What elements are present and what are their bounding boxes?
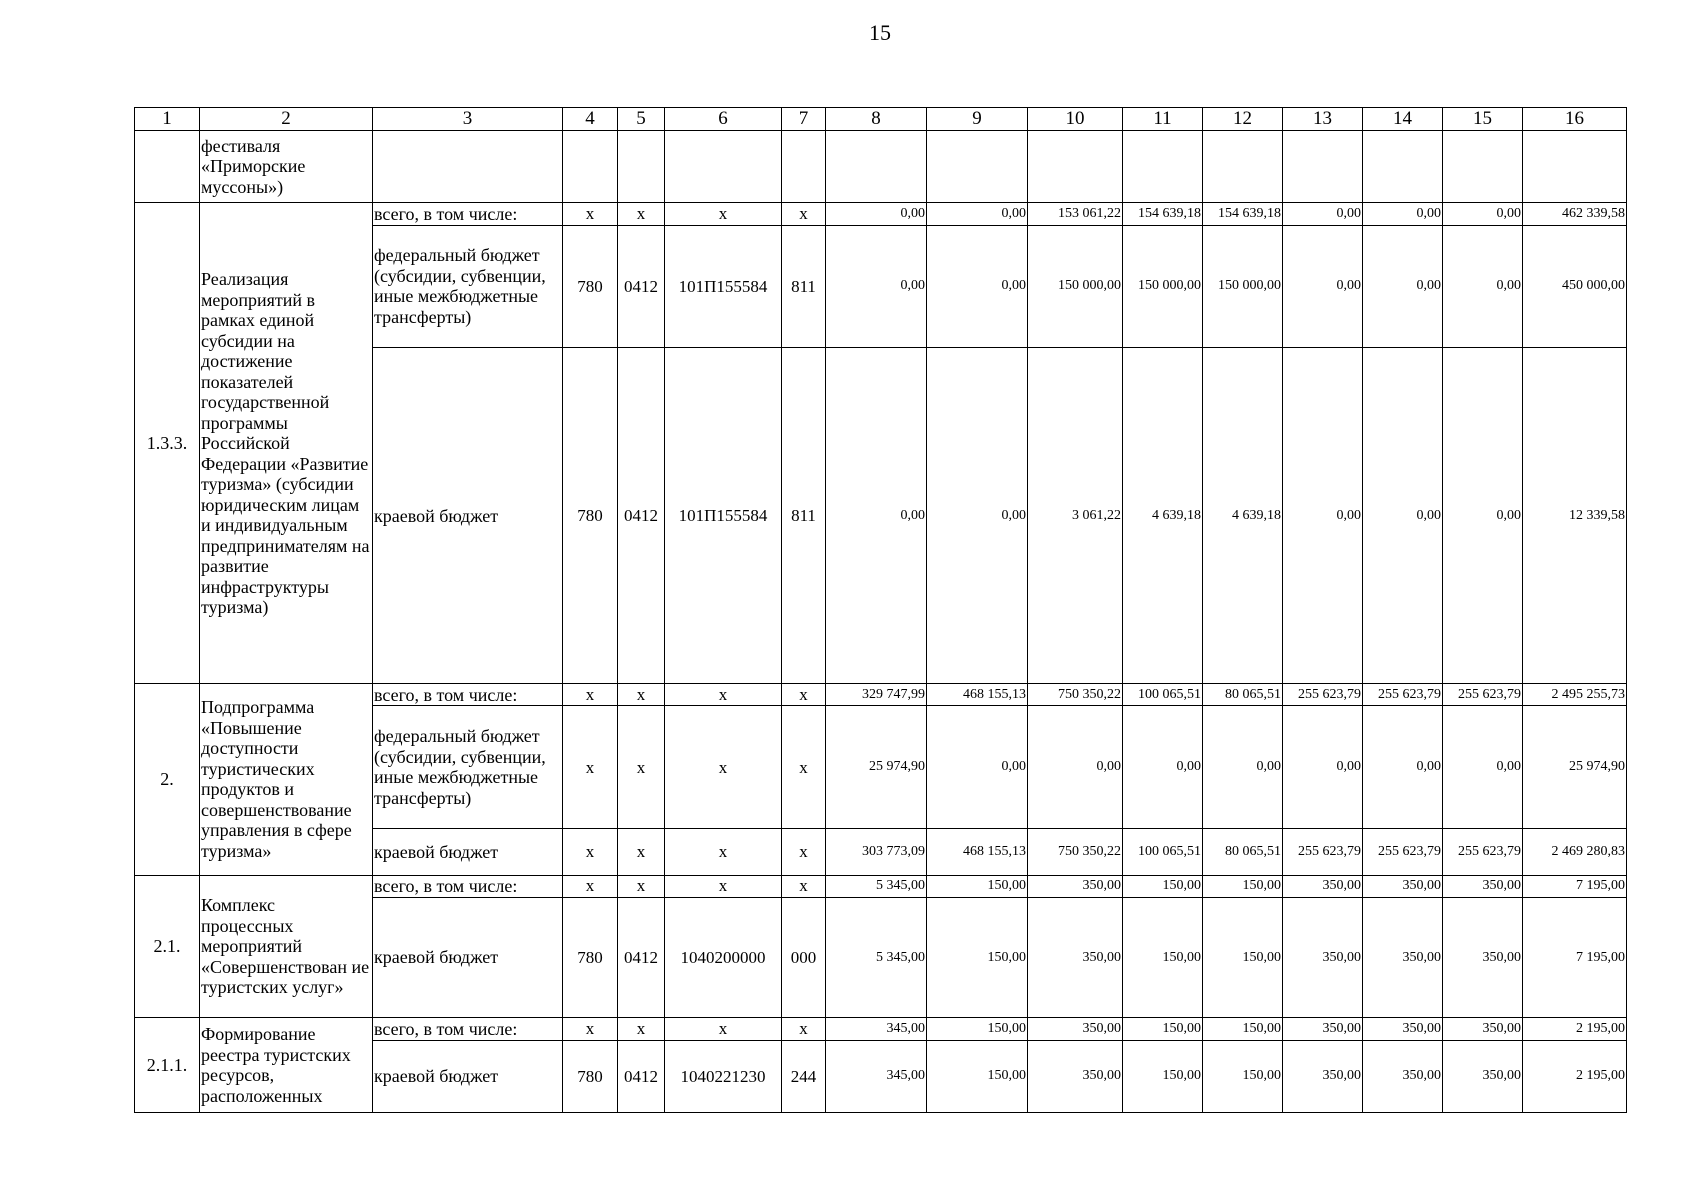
empty-cell <box>1443 131 1523 203</box>
code-cell: x <box>618 875 665 897</box>
amount-cell: 80 065,51 <box>1203 684 1283 706</box>
amount-cell: 4 639,18 <box>1203 348 1283 684</box>
table-row <box>135 1018 1627 1040</box>
header-cell: 16 <box>1523 108 1627 131</box>
amount-cell: 350,00 <box>1443 1040 1523 1113</box>
row-number: 2.1.1. <box>135 1018 200 1113</box>
activity-name: Комплекс процессных мероприятий «Совершенствован ие туристских услуг» <box>200 875 373 1018</box>
header-cell: 6 <box>665 108 782 131</box>
amount-cell: 329 747,99 <box>826 684 927 706</box>
amount-cell: 0,00 <box>826 203 927 225</box>
amount-cell: 0,00 <box>1283 348 1363 684</box>
amount-cell: 0,00 <box>927 225 1028 348</box>
amount-cell: 0,00 <box>826 348 927 684</box>
empty-cell <box>1363 131 1443 203</box>
header-cell: 4 <box>563 108 618 131</box>
empty-cell <box>1203 131 1283 203</box>
amount-cell: 0,00 <box>1443 706 1523 829</box>
amount-cell: 150,00 <box>1123 1040 1203 1113</box>
code-cell: x <box>665 875 782 897</box>
funding-source: краевой бюджет <box>373 897 563 1018</box>
amount-cell: 0,00 <box>1283 203 1363 225</box>
amount-cell: 350,00 <box>1283 875 1363 897</box>
empty-cell <box>826 131 927 203</box>
amount-cell: 4 639,18 <box>1123 348 1203 684</box>
amount-cell: 7 195,00 <box>1523 897 1627 1018</box>
funding-source: всего, в том числе: <box>373 203 563 225</box>
amount-cell: 350,00 <box>1363 875 1443 897</box>
amount-cell: 150 000,00 <box>1028 225 1123 348</box>
amount-cell: 0,00 <box>1203 706 1283 829</box>
empty-cell <box>1283 131 1363 203</box>
amount-cell: 0,00 <box>1283 225 1363 348</box>
code-cell: 0412 <box>618 348 665 684</box>
header-cell: 8 <box>826 108 927 131</box>
amount-cell: 350,00 <box>1028 875 1123 897</box>
amount-cell: 255 623,79 <box>1283 829 1363 875</box>
code-cell: 0412 <box>618 1040 665 1113</box>
row-number: 2.1. <box>135 875 200 1018</box>
activity-name: Формирование реестра туристских ресурсов, расположенных <box>200 1018 373 1113</box>
amount-cell: 0,00 <box>1123 706 1203 829</box>
funding-source: всего, в том числе: <box>373 684 563 706</box>
amount-cell: 345,00 <box>826 1018 927 1040</box>
code-cell: 780 <box>563 1040 618 1113</box>
amount-cell: 255 623,79 <box>1363 684 1443 706</box>
code-cell: x <box>782 684 826 706</box>
header-cell: 11 <box>1123 108 1203 131</box>
header-cell: 1 <box>135 108 200 131</box>
row-number-cell <box>135 131 200 203</box>
amount-cell: 350,00 <box>1363 897 1443 1018</box>
amount-cell: 255 623,79 <box>1283 684 1363 706</box>
row-number: 2. <box>135 684 200 875</box>
amount-cell: 0,00 <box>1363 348 1443 684</box>
amount-cell: 154 639,18 <box>1123 203 1203 225</box>
empty-cell <box>1523 131 1627 203</box>
header-row <box>135 108 1627 131</box>
amount-cell: 750 350,22 <box>1028 829 1123 875</box>
amount-cell: 150,00 <box>1123 1018 1203 1040</box>
amount-cell: 100 065,51 <box>1123 684 1203 706</box>
amount-cell: 0,00 <box>826 225 927 348</box>
header-cell: 5 <box>618 108 665 131</box>
amount-cell: 154 639,18 <box>1203 203 1283 225</box>
amount-cell: 0,00 <box>1028 706 1123 829</box>
empty-cell <box>1028 131 1123 203</box>
amount-cell: 0,00 <box>927 348 1028 684</box>
table-row <box>135 684 1627 706</box>
code-cell: x <box>665 684 782 706</box>
code-cell: x <box>782 1018 826 1040</box>
amount-cell: 350,00 <box>1443 875 1523 897</box>
empty-cell <box>563 131 618 203</box>
code-cell: x <box>665 1018 782 1040</box>
code-cell: 780 <box>563 348 618 684</box>
amount-cell: 0,00 <box>1363 225 1443 348</box>
amount-cell: 255 623,79 <box>1363 829 1443 875</box>
amount-cell: 5 345,00 <box>826 897 927 1018</box>
code-cell: x <box>618 1018 665 1040</box>
continuation-row <box>135 131 1627 203</box>
table-row <box>135 203 1627 225</box>
code-cell: 1040221230 <box>665 1040 782 1113</box>
row-number: 1.3.3. <box>135 203 200 684</box>
amount-cell: 5 345,00 <box>826 875 927 897</box>
code-cell: 101П155584 <box>665 348 782 684</box>
code-cell: 811 <box>782 225 826 348</box>
empty-cell <box>373 131 563 203</box>
funding-source: федеральный бюджет (субсидии, субвенции, иные межбюджетные трансферты) <box>373 706 563 829</box>
table-row <box>135 875 1627 897</box>
amount-cell: 468 155,13 <box>927 684 1028 706</box>
empty-cell <box>927 131 1028 203</box>
page-number: 15 <box>869 20 891 45</box>
amount-cell: 153 061,22 <box>1028 203 1123 225</box>
code-cell: x <box>563 684 618 706</box>
amount-cell: 150,00 <box>1123 897 1203 1018</box>
amount-cell: 150,00 <box>927 1040 1028 1113</box>
amount-cell: 0,00 <box>1363 203 1443 225</box>
amount-cell: 0,00 <box>1283 706 1363 829</box>
code-cell: x <box>563 829 618 875</box>
amount-cell: 150 000,00 <box>1203 225 1283 348</box>
amount-cell: 350,00 <box>1028 1040 1123 1113</box>
code-cell: x <box>563 203 618 225</box>
header-cell: 12 <box>1203 108 1283 131</box>
code-cell: 101П155584 <box>665 225 782 348</box>
amount-cell: 80 065,51 <box>1203 829 1283 875</box>
activity-name: фестиваля «Приморские муссоны») <box>200 131 373 203</box>
amount-cell: 2 195,00 <box>1523 1018 1627 1040</box>
amount-cell: 350,00 <box>1443 1018 1523 1040</box>
amount-cell: 7 195,00 <box>1523 875 1627 897</box>
code-cell: x <box>665 706 782 829</box>
code-cell: 244 <box>782 1040 826 1113</box>
header-cell: 14 <box>1363 108 1443 131</box>
empty-cell <box>782 131 826 203</box>
amount-cell: 150,00 <box>927 875 1028 897</box>
funding-source: всего, в том числе: <box>373 875 563 897</box>
code-cell: x <box>782 203 826 225</box>
header-cell: 15 <box>1443 108 1523 131</box>
code-cell: 0412 <box>618 897 665 1018</box>
header-cell: 9 <box>927 108 1028 131</box>
amount-cell: 150,00 <box>1123 875 1203 897</box>
code-cell: 000 <box>782 897 826 1018</box>
amount-cell: 750 350,22 <box>1028 684 1123 706</box>
amount-cell: 2 469 280,83 <box>1523 829 1627 875</box>
empty-cell <box>665 131 782 203</box>
amount-cell: 350,00 <box>1283 1040 1363 1113</box>
code-cell: x <box>563 706 618 829</box>
amount-cell: 350,00 <box>1363 1040 1443 1113</box>
amount-cell: 25 974,90 <box>1523 706 1627 829</box>
code-cell: x <box>618 684 665 706</box>
header-cell: 3 <box>373 108 563 131</box>
header-cell: 2 <box>200 108 373 131</box>
amount-cell: 303 773,09 <box>826 829 927 875</box>
code-cell: x <box>782 875 826 897</box>
code-cell: x <box>618 706 665 829</box>
amount-cell: 12 339,58 <box>1523 348 1627 684</box>
code-cell: x <box>618 203 665 225</box>
amount-cell: 150,00 <box>1203 1040 1283 1113</box>
code-cell: x <box>563 1018 618 1040</box>
funding-source: краевой бюджет <box>373 1040 563 1113</box>
amount-cell: 150,00 <box>1203 1018 1283 1040</box>
amount-cell: 462 339,58 <box>1523 203 1627 225</box>
amount-cell: 0,00 <box>927 203 1028 225</box>
amount-cell: 450 000,00 <box>1523 225 1627 348</box>
amount-cell: 150,00 <box>1203 897 1283 1018</box>
code-cell: 0412 <box>618 225 665 348</box>
code-cell: 811 <box>782 348 826 684</box>
amount-cell: 345,00 <box>826 1040 927 1113</box>
empty-cell <box>1123 131 1203 203</box>
code-cell: x <box>782 829 826 875</box>
amount-cell: 100 065,51 <box>1123 829 1203 875</box>
amount-cell: 468 155,13 <box>927 829 1028 875</box>
funding-source: краевой бюджет <box>373 829 563 875</box>
funding-source: всего, в том числе: <box>373 1018 563 1040</box>
amount-cell: 350,00 <box>1363 1018 1443 1040</box>
code-cell: 1040200000 <box>665 897 782 1018</box>
code-cell: x <box>563 875 618 897</box>
header-cell: 7 <box>782 108 826 131</box>
amount-cell: 150,00 <box>927 897 1028 1018</box>
amount-cell: 255 623,79 <box>1443 829 1523 875</box>
funding-source: краевой бюджет <box>373 348 563 684</box>
code-cell: x <box>665 203 782 225</box>
activity-name: Подпрограмма «Повышение доступности туристических продуктов и совершенствование управления в сфере туризма» <box>200 684 373 875</box>
amount-cell: 2 495 255,73 <box>1523 684 1627 706</box>
budget-table <box>134 107 1627 1113</box>
header-cell: 10 <box>1028 108 1123 131</box>
amount-cell: 150,00 <box>927 1018 1028 1040</box>
amount-cell: 150 000,00 <box>1123 225 1203 348</box>
code-cell: x <box>665 829 782 875</box>
amount-cell: 0,00 <box>1443 225 1523 348</box>
amount-cell: 2 195,00 <box>1523 1040 1627 1113</box>
amount-cell: 150,00 <box>1203 875 1283 897</box>
code-cell: 780 <box>563 897 618 1018</box>
amount-cell: 0,00 <box>927 706 1028 829</box>
amount-cell: 350,00 <box>1443 897 1523 1018</box>
code-cell: x <box>782 706 826 829</box>
amount-cell: 25 974,90 <box>826 706 927 829</box>
amount-cell: 0,00 <box>1363 706 1443 829</box>
amount-cell: 0,00 <box>1443 348 1523 684</box>
code-cell: x <box>618 829 665 875</box>
amount-cell: 3 061,22 <box>1028 348 1123 684</box>
funding-source: федеральный бюджет (субсидии, субвенции, иные межбюджетные трансферты) <box>373 225 563 348</box>
empty-cell <box>618 131 665 203</box>
amount-cell: 350,00 <box>1028 897 1123 1018</box>
amount-cell: 255 623,79 <box>1443 684 1523 706</box>
code-cell: 780 <box>563 225 618 348</box>
amount-cell: 350,00 <box>1283 897 1363 1018</box>
amount-cell: 0,00 <box>1443 203 1523 225</box>
header-cell: 13 <box>1283 108 1363 131</box>
amount-cell: 350,00 <box>1028 1018 1123 1040</box>
activity-name: Реализация мероприятий в рамках единой субсидии на достижение показателей государственной программы Российской Федерации «Развитие туризма» (субсидии юридическим лицам и индивидуальным предпринимателям на развитие инфраструктуры туризма) <box>200 203 373 684</box>
amount-cell: 350,00 <box>1283 1018 1363 1040</box>
